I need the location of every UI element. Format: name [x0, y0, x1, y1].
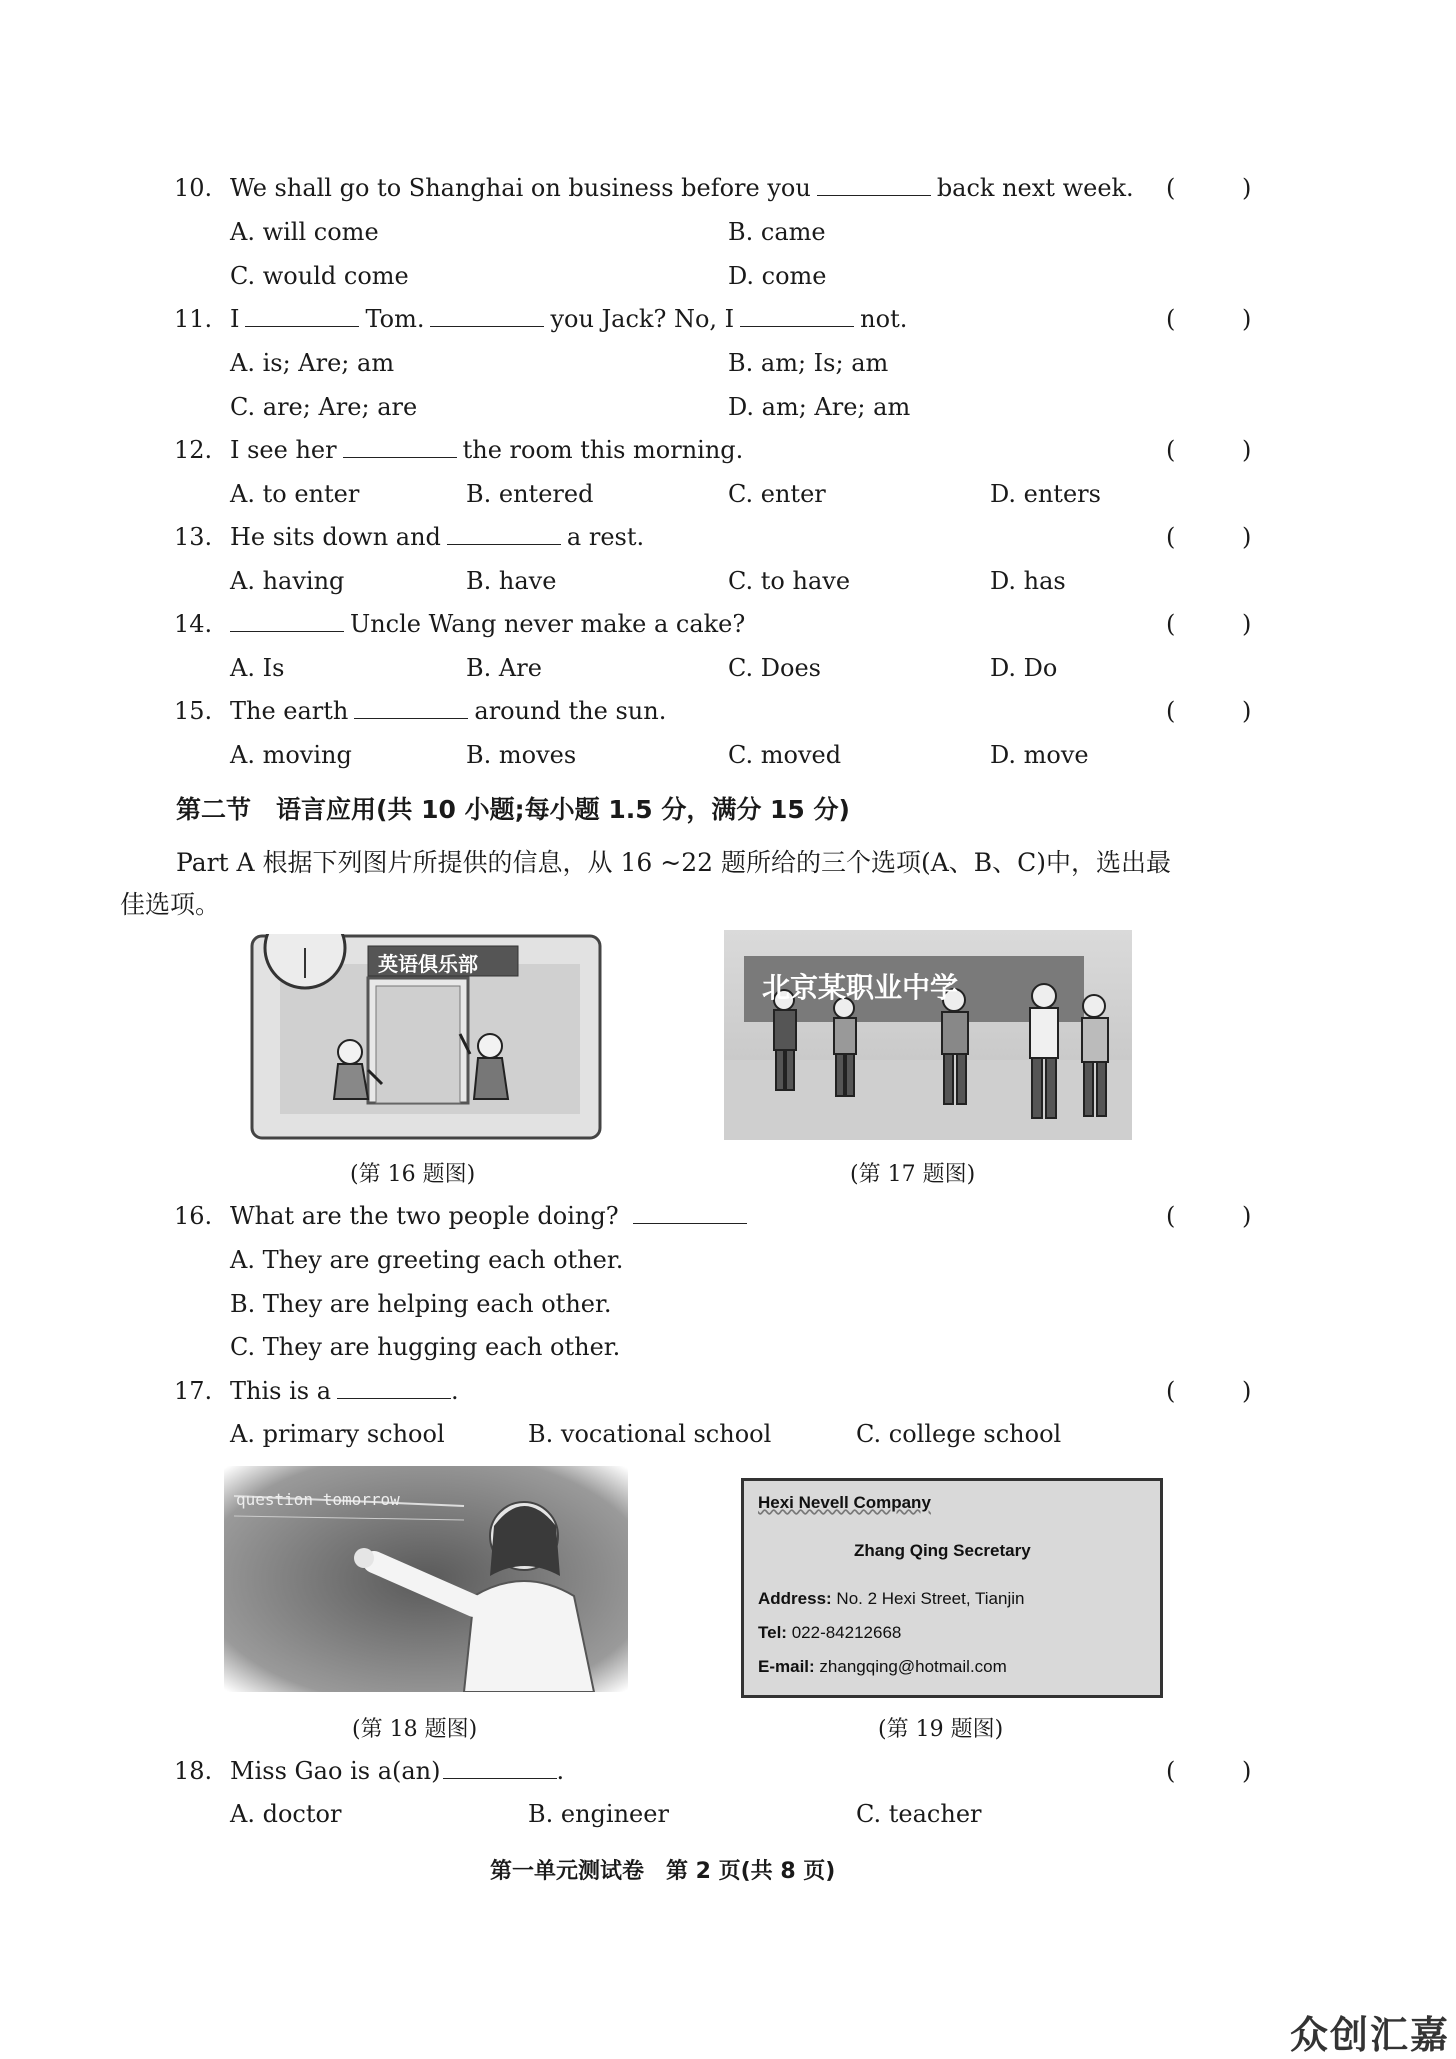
- answer-blank[interactable]: [354, 698, 468, 719]
- option[interactable]: D. come: [728, 262, 827, 290]
- question-number: 17.: [174, 1377, 213, 1405]
- section-title: 第二节 语言应用(共 10 小题;每小题 1.5 分，满分 15 分): [176, 795, 850, 824]
- answer-blank[interactable]: [245, 306, 359, 327]
- answer-blank[interactable]: [740, 306, 854, 327]
- option[interactable]: A. They are greeting each other.: [230, 1246, 624, 1274]
- option[interactable]: C. enter: [728, 480, 826, 508]
- watermark-logo: 众创汇嘉: [1290, 2013, 1451, 2057]
- option[interactable]: B. engineer: [528, 1800, 669, 1828]
- answer-blank[interactable]: [633, 1203, 747, 1224]
- option[interactable]: C. would come: [230, 262, 409, 290]
- figure-16-sign: 英语俱乐部: [378, 952, 478, 976]
- answer-blank[interactable]: [430, 306, 544, 327]
- option[interactable]: D. am; Are; am: [728, 393, 911, 421]
- answer-blank[interactable]: [337, 1378, 451, 1399]
- question-number: 11.: [174, 305, 213, 333]
- figure-17-banner: 北京某职业中学: [762, 971, 959, 1004]
- figure-19-business-card: [741, 1478, 1163, 1698]
- option[interactable]: B. entered: [466, 480, 594, 508]
- option[interactable]: C. Does: [728, 654, 821, 682]
- option[interactable]: B. am; Is; am: [728, 349, 889, 377]
- question-number: 16.: [174, 1202, 213, 1230]
- option[interactable]: D. has: [990, 567, 1066, 595]
- option[interactable]: A. moving: [230, 741, 352, 769]
- question-text: Uncle Wang never make a cake?: [230, 610, 745, 638]
- option[interactable]: B. came: [728, 218, 826, 246]
- question-number: 12.: [174, 436, 213, 464]
- card-email: E-mail: zhangqing@hotmail.com: [758, 1657, 1007, 1676]
- question-text: I Tom. you Jack? No, I not.: [230, 305, 908, 333]
- question-number: 10.: [174, 174, 213, 202]
- card-address: Address: No. 2 Hexi Street, Tianjin: [758, 1589, 1025, 1608]
- figure-17-caption: (第 17 题图): [850, 1162, 976, 1187]
- question-number: 15.: [174, 697, 213, 725]
- page-footer: 第一单元测试卷 第 2 页(共 8 页): [490, 1859, 836, 1884]
- figure-17-illustration: [724, 930, 1132, 1140]
- instructions-continued: 佳选项。: [120, 890, 221, 919]
- answer-blank[interactable]: [343, 437, 457, 458]
- figure-16-caption: (第 16 题图): [350, 1162, 476, 1187]
- answer-blank[interactable]: [230, 611, 344, 632]
- option[interactable]: C. are; Are; are: [230, 393, 418, 421]
- option[interactable]: C. teacher: [856, 1800, 982, 1828]
- option[interactable]: A. primary school: [230, 1420, 445, 1448]
- option[interactable]: D. Do: [990, 654, 1058, 682]
- question-text: We shall go to Shanghai on business before you back next week.: [230, 174, 1134, 202]
- option[interactable]: A. to enter: [230, 480, 360, 508]
- figure-18-caption: (第 18 题图): [352, 1717, 478, 1742]
- card-tel: Tel: 022-84212668: [758, 1623, 902, 1642]
- option[interactable]: D. enters: [990, 480, 1101, 508]
- figure-19-caption: (第 19 题图): [878, 1717, 1004, 1742]
- card-name: Zhang Qing Secretary: [854, 1541, 1031, 1560]
- option[interactable]: A. having: [230, 567, 345, 595]
- option[interactable]: A. Is: [230, 654, 285, 682]
- option[interactable]: A. doctor: [230, 1800, 342, 1828]
- question-text: He sits down and a rest.: [230, 523, 645, 551]
- option[interactable]: C. to have: [728, 567, 851, 595]
- question-text: The earth around the sun.: [230, 697, 667, 725]
- option[interactable]: B. moves: [466, 741, 577, 769]
- option[interactable]: C. college school: [856, 1420, 1062, 1448]
- question-number: 18.: [174, 1757, 213, 1785]
- option[interactable]: C. They are hugging each other.: [230, 1333, 621, 1361]
- question-number: 14.: [174, 610, 213, 638]
- instructions: Part A 根据下列图片所提供的信息，从 16 ~22 题所给的三个选项(A、B、C)中，选出最: [176, 848, 1172, 877]
- option[interactable]: A. is; Are; am: [230, 349, 395, 377]
- option[interactable]: B. vocational school: [528, 1420, 772, 1448]
- figure-18-board-text: question tomorrow: [236, 1490, 400, 1509]
- option[interactable]: C. moved: [728, 741, 842, 769]
- answer-blank[interactable]: [443, 1758, 557, 1779]
- answer-blank[interactable]: [447, 524, 561, 545]
- question-number: 13.: [174, 523, 213, 551]
- question-text: What are the two people doing?: [230, 1202, 753, 1230]
- option[interactable]: B. Are: [466, 654, 542, 682]
- option[interactable]: D. move: [990, 741, 1089, 769]
- question-text: I see her the room this morning.: [230, 436, 744, 464]
- card-company: Hexi Nevell Company: [758, 1493, 931, 1512]
- answer-blank[interactable]: [817, 175, 931, 196]
- option[interactable]: B. They are helping each other.: [230, 1290, 612, 1318]
- option[interactable]: A. will come: [230, 218, 379, 246]
- question-text: This is a .: [230, 1377, 459, 1405]
- option[interactable]: B. have: [466, 567, 557, 595]
- question-text: Miss Gao is a(an) .: [230, 1757, 565, 1785]
